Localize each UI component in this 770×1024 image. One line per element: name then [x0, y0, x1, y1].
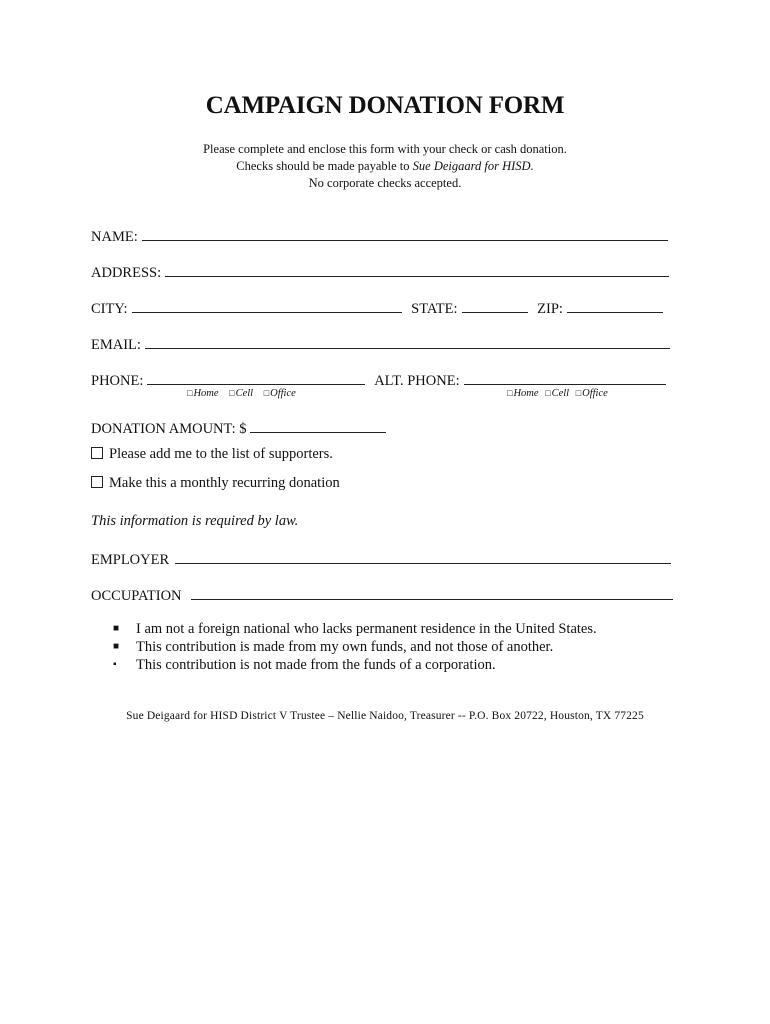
state-field[interactable]	[462, 298, 528, 313]
state-label: STATE:	[411, 301, 458, 317]
phone-cell-label: Cell	[235, 388, 254, 399]
name-field[interactable]	[142, 226, 668, 241]
intro-line-1: Please complete and enclose this form with your check or cash donation.	[203, 142, 567, 156]
address-field[interactable]	[165, 262, 669, 277]
recurring-checkbox[interactable]	[91, 476, 103, 488]
alt-phone-label: ALT. PHONE:	[374, 373, 460, 389]
city-field[interactable]	[132, 298, 402, 313]
alt-phone-cell-label: Cell	[551, 388, 570, 399]
alt-phone-home-box: □	[507, 388, 513, 398]
form-title: CAMPAIGN DONATION FORM	[205, 92, 565, 119]
phone-cell-box: □	[229, 388, 235, 398]
phone-option-office[interactable]	[264, 388, 296, 399]
intro-line-2	[0, 159, 770, 174]
email-field[interactable]	[145, 334, 670, 349]
bullet-icon: ■	[113, 623, 120, 634]
attestation-text: I am not a foreign national who lacks permanent residence in the United States.	[136, 621, 597, 637]
recurring-checkbox-row	[91, 475, 340, 492]
intro-payee: Sue Deigaard for HISD.	[412, 159, 534, 173]
city-label: CITY:	[91, 301, 128, 317]
alt-phone-option-cell[interactable]	[545, 388, 569, 399]
supporters-checkbox-row	[91, 446, 333, 463]
name-label: NAME:	[91, 229, 138, 245]
bullet-icon: ■	[113, 641, 120, 652]
attestation-text: This contribution is made from my own funds, and not those of another.	[136, 639, 554, 655]
employer-row	[91, 549, 677, 569]
supporters-label: Please add me to the list of supporters.	[109, 446, 333, 462]
phone-option-cell[interactable]	[229, 388, 253, 399]
phone-home-label: Home	[193, 388, 219, 399]
phone-label: PHONE:	[91, 373, 144, 389]
email-row	[91, 334, 676, 354]
address-row	[91, 262, 675, 282]
list-item	[113, 657, 597, 675]
recurring-label: Make this a monthly recurring donation	[109, 475, 340, 491]
employer-label: EMPLOYER	[91, 552, 170, 568]
footer-disclaimer: Sue Deigaard for HISD District V Trustee – Nellie Naidoo, Treasurer -- P.O. Box 20722, Houston, TX 77225	[126, 710, 644, 722]
address-label: ADDRESS:	[91, 265, 162, 281]
phone-office-box: □	[263, 388, 270, 398]
alt-phone-office-box: □	[575, 388, 582, 398]
zip-label: ZIP:	[537, 301, 563, 317]
alt-phone-office-label: Office	[582, 388, 608, 399]
phone-type-options	[187, 388, 304, 399]
donation-label: DONATION AMOUNT: $	[91, 421, 247, 437]
alt-phone-home-label: Home	[513, 388, 539, 399]
list-item	[113, 639, 597, 657]
supporters-checkbox[interactable]	[91, 447, 103, 459]
phone-field[interactable]	[147, 370, 365, 385]
attestation-text: This contribution is not made from the funds of a corporation.	[136, 657, 496, 673]
name-row	[91, 226, 674, 246]
donation-amount-field[interactable]	[250, 418, 386, 433]
alt-phone-option-home[interactable]	[507, 388, 539, 399]
intro-line-3: No corporate checks accepted.	[308, 176, 462, 190]
alt-phone-option-office[interactable]	[576, 388, 608, 399]
attestation-list	[113, 621, 597, 675]
alt-phone-cell-box: □	[545, 388, 551, 398]
phone-office-label: Office	[270, 388, 296, 399]
occupation-field[interactable]	[191, 585, 673, 600]
donation-row	[91, 418, 392, 438]
phone-row	[91, 370, 672, 390]
alt-phone-field[interactable]	[464, 370, 666, 385]
city-state-zip-row	[91, 298, 669, 318]
email-label: EMAIL:	[91, 337, 141, 353]
zip-field[interactable]	[567, 298, 663, 313]
alt-phone-type-options	[507, 388, 616, 399]
required-by-law-notice: This information is required by law.	[91, 513, 299, 529]
employer-field[interactable]	[175, 549, 671, 564]
occupation-row	[91, 585, 679, 605]
list-item	[113, 621, 597, 639]
phone-option-home[interactable]	[187, 388, 219, 399]
phone-home-box: □	[187, 388, 193, 398]
intro-line-2-prefix: Checks should be made payable to	[236, 159, 413, 173]
occupation-label: OCCUPATION	[91, 588, 182, 604]
bullet-icon: ▪	[113, 659, 117, 670]
